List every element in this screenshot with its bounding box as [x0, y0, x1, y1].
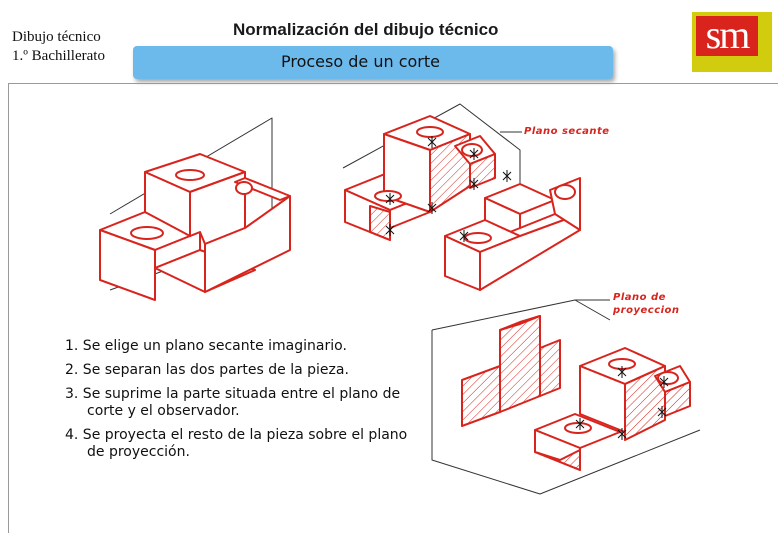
step-item: 4. Se proyecta el resto de la pieza sobre el plano de proyección. [65, 427, 408, 460]
step-item: 2. Se separan las dos partes de la pieza. [65, 362, 349, 378]
step-item: 1. Se elige un plano secante imaginario. [65, 338, 347, 354]
page-title: Normalización del dibujo técnico [233, 20, 499, 39]
projection-plane-label-line2: proyeccion [613, 305, 680, 316]
course-subject: Dibujo técnico [12, 29, 101, 45]
step-item: 3. Se suprime la parte situada entre el plano de corte y el observador. [65, 386, 401, 419]
course-level: 1.º Bachillerato [12, 48, 105, 64]
cutting-plane-label: Plano secante [524, 126, 610, 137]
whole-piece-drawing [100, 118, 290, 300]
projection-drawing [432, 300, 700, 494]
sm-logo: sm [696, 16, 758, 56]
slide-subtitle: Proceso de un corte [281, 52, 440, 71]
steps-list [65, 338, 415, 468]
projection-plane-label-line1: Plano de [613, 292, 666, 303]
